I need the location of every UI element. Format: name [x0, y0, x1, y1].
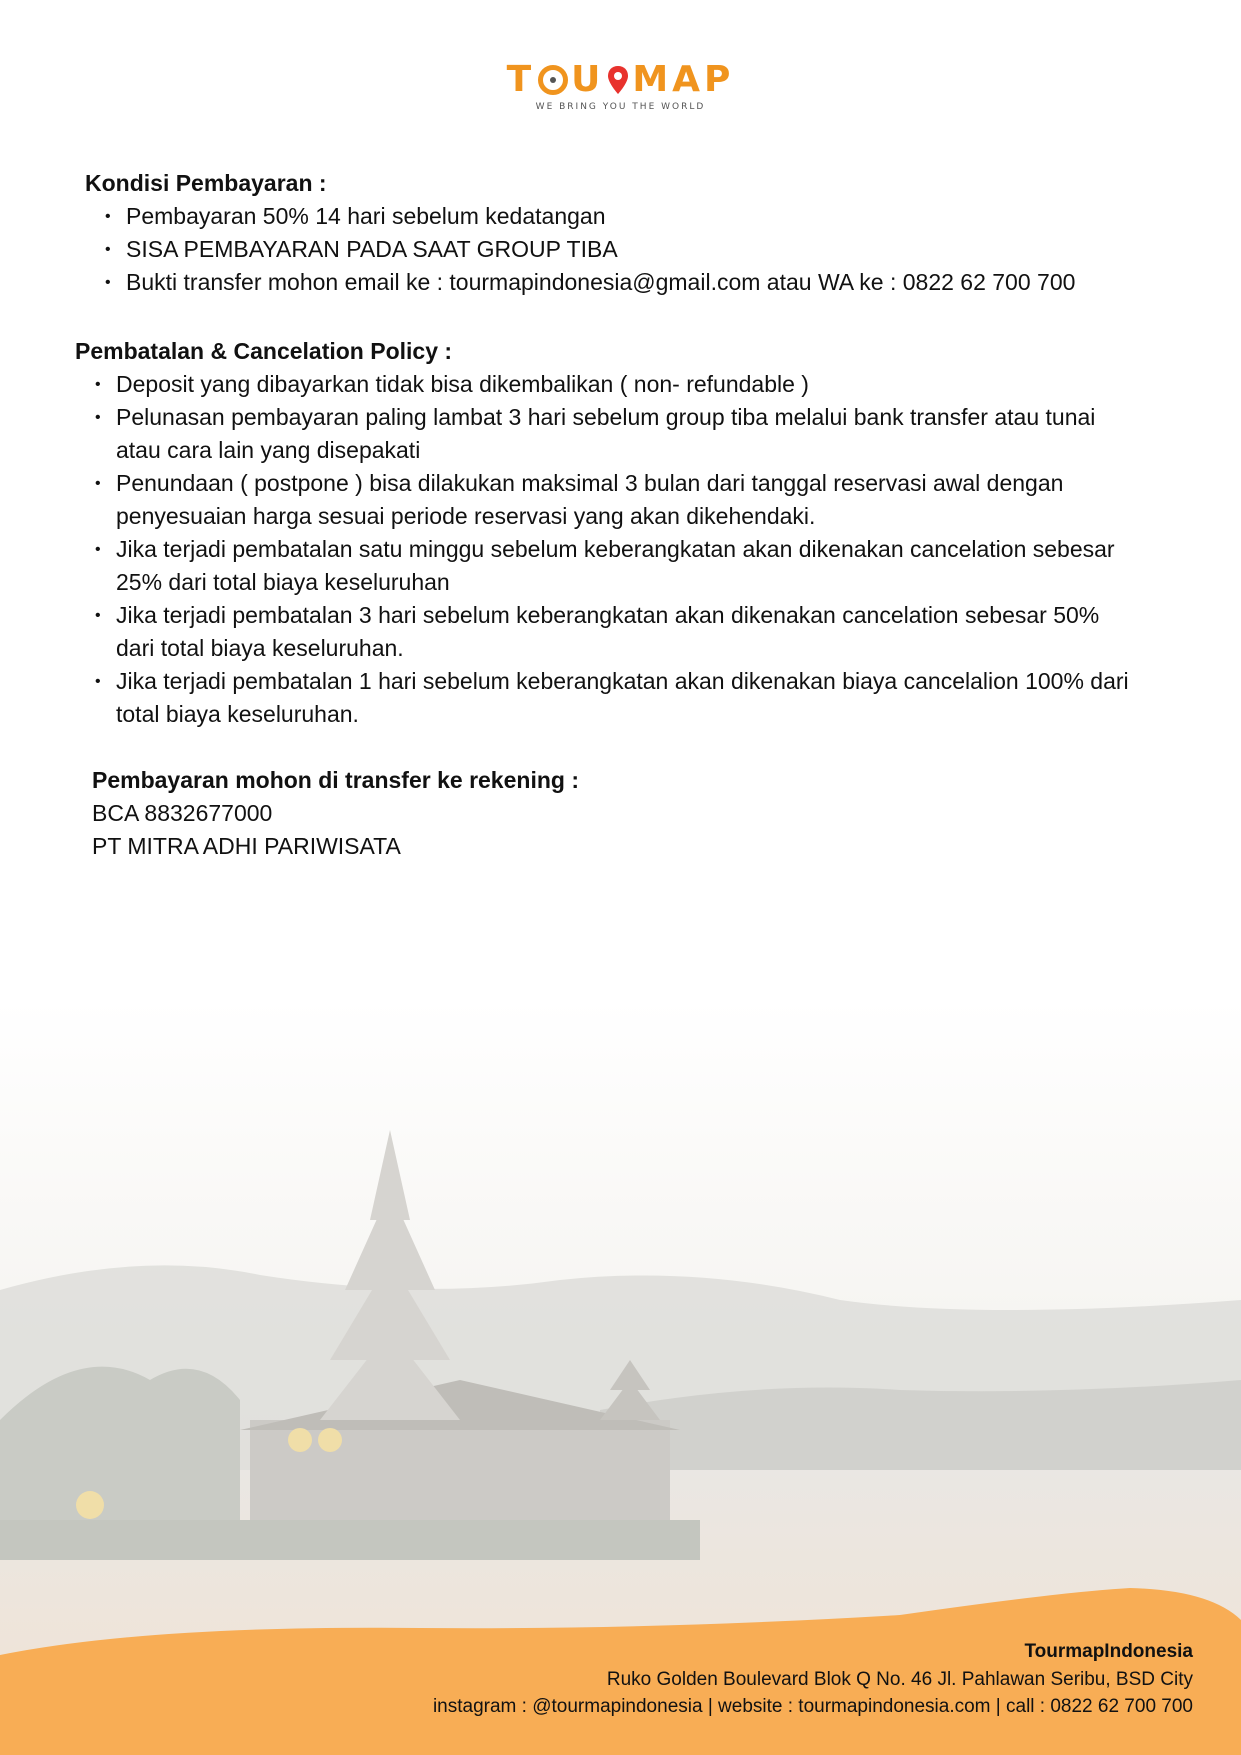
- list-item: • Pembayaran 50% 14 hari sebelum kedatangan: [126, 200, 1165, 233]
- footer-company: TourmapIndonesia: [1024, 1641, 1193, 1662]
- payment-conditions-list: [85, 200, 1165, 299]
- list-item: • Jika terjadi pembatalan 3 hari sebelum keberangkatan akan dikenakan cancelation sebesar 50% dari total biaya keseluruhan.: [116, 599, 1136, 665]
- logo-wordmark: T U MAP: [506, 59, 735, 100]
- bank-transfer-heading: Pembayaran mohon di transfer ke rekening :: [92, 767, 579, 793]
- list-item: • Bukti transfer mohon email ke : tourmapindonesia@gmail.com atau WA ke : 0822 62 700 700: [126, 266, 1165, 299]
- list-item: • Jika terjadi pembatalan satu minggu sebelum keberangkatan akan dikenakan cancelation sebesar 25% dari total biaya keseluruhan: [116, 533, 1136, 599]
- bank-account-number: BCA 8832677000: [92, 800, 273, 826]
- cancellation-policy-heading: Pembatalan & Cancelation Policy :: [75, 338, 453, 364]
- payment-conditions-heading: Kondisi Pembayaran :: [85, 170, 327, 196]
- footer-address: Ruko Golden Boulevard Blok Q No. 46 Jl. Pahlawan Seribu, BSD City: [606, 1668, 1193, 1690]
- footer: [433, 1638, 1193, 1721]
- logo-tagline: WE BRING YOU THE WORLD: [535, 102, 706, 112]
- footer-contact: instagram : @tourmapindonesia | website : tourmapindonesia.com | call : 0822 62 700 700: [432, 1696, 1193, 1717]
- bank-account-holder: PT MITRA ADHI PARIWISATA: [92, 833, 401, 859]
- bank-transfer-section: [92, 764, 992, 863]
- location-pin-icon: [607, 65, 629, 95]
- list-item: • Deposit yang dibayarkan tidak bisa dikembalikan ( non- refundable ): [116, 368, 1136, 401]
- cancellation-policy-section: [75, 335, 1155, 731]
- list-item: • Penundaan ( postpone ) bisa dilakukan maksimal 3 bulan dari tanggal reservasi awal dengan penyesuaian harga sesuai periode reservasi yang akan dikehendaki.: [116, 467, 1136, 533]
- logo-o-icon: [538, 65, 568, 95]
- cancellation-policy-list: [75, 368, 1136, 731]
- payment-conditions-section: [85, 167, 1165, 299]
- tourmap-logo: [0, 60, 1241, 112]
- list-item: • Jika terjadi pembatalan 1 hari sebelum keberangkatan akan dikenakan biaya cancelalion 100% dari total biaya keseluruhan.: [116, 665, 1136, 731]
- list-item: • SISA PEMBAYARAN PADA SAAT GROUP TIBA: [126, 233, 1165, 266]
- list-item: • Pelunasan pembayaran paling lambat 3 hari sebelum group tiba melalui bank transfer atau tunai atau cara lain yang disepakati: [116, 401, 1136, 467]
